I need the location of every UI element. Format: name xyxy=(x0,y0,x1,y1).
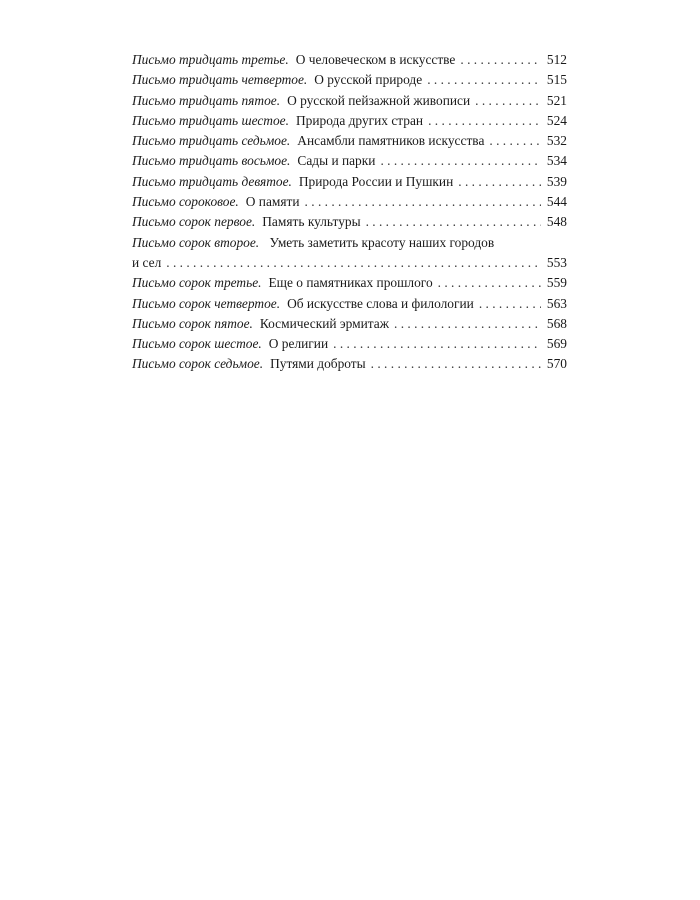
dot-leader xyxy=(371,354,541,374)
toc-entry xyxy=(132,354,567,374)
toc-page-number: 569 xyxy=(546,336,567,352)
toc-row xyxy=(132,212,567,232)
toc-title: О русской пейзажной живописи xyxy=(287,92,471,108)
dot-leader xyxy=(438,273,541,293)
dot-leader xyxy=(366,212,541,232)
toc-row xyxy=(132,354,567,374)
toc-entry xyxy=(132,131,567,151)
toc-entry xyxy=(132,334,567,354)
dot-leader xyxy=(394,314,541,334)
toc-title: Об искусстве слова и филологии xyxy=(287,295,474,311)
toc-row xyxy=(132,294,567,314)
toc-entry xyxy=(132,50,567,70)
toc-entry xyxy=(132,212,567,232)
toc-page-number: 544 xyxy=(546,194,567,210)
toc-page-number: 524 xyxy=(546,112,567,128)
toc-row xyxy=(132,70,567,90)
dot-leader xyxy=(475,91,541,111)
toc-row xyxy=(132,192,567,212)
toc-row xyxy=(132,253,567,273)
toc-title: О религии xyxy=(268,336,329,352)
toc-row xyxy=(132,151,567,171)
toc-title: Ансамбли памятников искусства xyxy=(297,133,485,149)
toc-title: О памяти xyxy=(245,194,300,210)
toc-title: Уметь заметить красоту наших городов xyxy=(269,234,495,250)
toc-row xyxy=(132,50,567,70)
toc-letter-number: Письмо сороковое. xyxy=(132,194,239,210)
toc-letter-number: Письмо сорок второе. xyxy=(132,234,260,250)
toc-letter-number: Письмо сорок седьмое. xyxy=(132,356,264,372)
toc-entry xyxy=(132,294,567,314)
toc-row xyxy=(132,111,567,131)
toc-row-first-line xyxy=(132,233,567,253)
toc-row xyxy=(132,334,567,354)
toc-page-number: 512 xyxy=(546,52,567,67)
toc-page-number: 559 xyxy=(546,275,567,291)
toc-title: Сады и парки xyxy=(297,153,376,169)
toc-row xyxy=(132,273,567,293)
toc-page-number: 521 xyxy=(546,92,567,108)
toc-letter-number: Письмо тридцать пятое. xyxy=(132,92,281,108)
toc-title: Природа других стран xyxy=(295,112,424,128)
toc-title: Космический эрмитаж xyxy=(259,315,389,331)
toc-page-number: 563 xyxy=(546,295,567,311)
toc-row xyxy=(132,91,567,111)
toc-page-number: 515 xyxy=(546,72,567,88)
toc-letter-number: Письмо тридцать девятое. xyxy=(132,173,292,189)
toc-letter-number: Письмо сорок первое. xyxy=(132,214,256,230)
dot-leader xyxy=(305,192,541,212)
dot-leader xyxy=(460,50,541,70)
toc-title: О русской природе xyxy=(314,72,423,88)
toc-letter-number: Письмо сорок третье. xyxy=(132,275,262,291)
toc-entry xyxy=(132,192,567,212)
dot-leader xyxy=(428,111,541,131)
toc-letter-number: Письмо тридцать четвертое. xyxy=(132,72,308,88)
toc-page-number: 553 xyxy=(546,254,567,270)
toc-title: Еще о памятниках прошлого xyxy=(268,275,433,291)
toc-row xyxy=(132,314,567,334)
toc-page-number: 570 xyxy=(546,356,567,372)
toc-letter-number: Письмо тридцать седьмое. xyxy=(132,133,291,149)
toc-entry xyxy=(132,233,567,274)
toc-page-number: 534 xyxy=(546,153,567,169)
toc-title: Природа России и Пушкин xyxy=(298,173,454,189)
toc-entry xyxy=(132,273,567,293)
toc-title-continuation: и сел xyxy=(132,254,162,270)
toc-letter-number: Письмо тридцать восьмое. xyxy=(132,153,291,169)
dot-leader xyxy=(458,172,541,192)
toc-page-number: 539 xyxy=(546,173,567,189)
toc-entry xyxy=(132,70,567,90)
toc-letter-number: Письмо сорок пятое. xyxy=(132,315,253,331)
toc-title: Память культуры xyxy=(262,214,361,230)
toc-row xyxy=(132,131,567,151)
table-of-contents xyxy=(132,50,567,375)
toc-title: О человеческом в искусстве xyxy=(295,52,456,67)
toc-title: Путями доброты xyxy=(270,356,366,372)
dot-leader xyxy=(489,131,541,151)
toc-entry xyxy=(132,172,567,192)
toc-page-number: 548 xyxy=(546,214,567,230)
toc-row xyxy=(132,172,567,192)
dot-leader xyxy=(166,253,541,273)
toc-page-number: 568 xyxy=(546,315,567,331)
toc-entry xyxy=(132,111,567,131)
toc-entry xyxy=(132,91,567,111)
toc-page-number: 532 xyxy=(546,133,567,149)
toc-letter-number: Письмо тридцать третье. xyxy=(132,52,289,67)
dot-leader xyxy=(333,334,541,354)
toc-entry xyxy=(132,151,567,171)
dot-leader xyxy=(479,294,541,314)
dot-leader xyxy=(380,151,541,171)
toc-letter-number: Письмо тридцать шестое. xyxy=(132,112,289,128)
dot-leader xyxy=(427,70,541,90)
toc-letter-number: Письмо сорок шестое. xyxy=(132,336,262,352)
toc-entry xyxy=(132,314,567,334)
toc-letter-number: Письмо сорок четвертое. xyxy=(132,295,281,311)
